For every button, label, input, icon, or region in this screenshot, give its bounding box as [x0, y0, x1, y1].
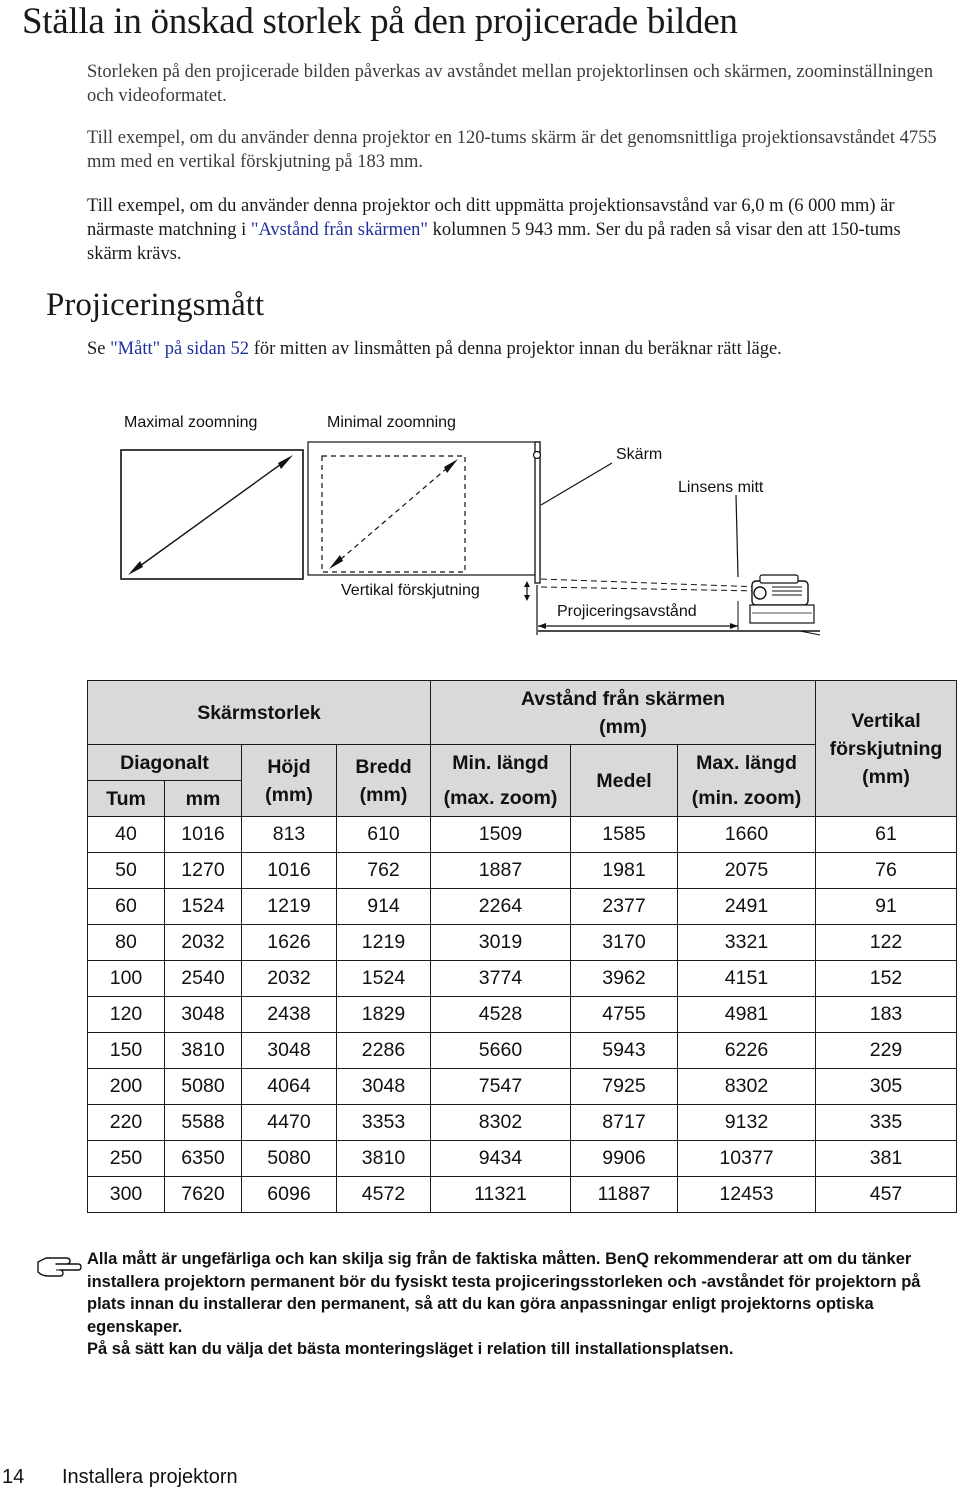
- table-cell: 100: [88, 961, 165, 997]
- dimensions-page-link[interactable]: "Mått" på sidan 52: [110, 339, 250, 359]
- table-cell: 381: [816, 1141, 957, 1177]
- header-line: Bredd: [355, 755, 412, 778]
- table-cell: 4528: [431, 997, 571, 1033]
- chapter-name: Installera projektorn: [62, 1466, 238, 1488]
- table-cell: 1626: [242, 925, 337, 961]
- table-cell: 5943: [571, 1033, 678, 1069]
- table-cell: 813: [242, 817, 337, 853]
- inch-header: Tum: [88, 781, 165, 817]
- table-cell: 1829: [337, 997, 431, 1033]
- table-cell: 9906: [571, 1141, 678, 1177]
- table-row: [88, 817, 957, 853]
- table-cell: 4981: [678, 997, 816, 1033]
- min-zoom-label: Minimal zoomning: [327, 414, 456, 431]
- table-cell: 305: [816, 1069, 957, 1105]
- diagonal-header: Diagonalt: [88, 745, 242, 781]
- table-cell: 3048: [165, 997, 242, 1033]
- table-cell: 1219: [337, 925, 431, 961]
- average-header: Medel: [571, 745, 678, 817]
- min-zoom-screen: [308, 442, 540, 575]
- table-cell: 250: [88, 1141, 165, 1177]
- table-cell: 2264: [431, 889, 571, 925]
- header-line: Vertikal: [851, 709, 921, 732]
- table-cell: 10377: [678, 1141, 816, 1177]
- pointing-hand-icon: [36, 1250, 82, 1280]
- table-cell: 3810: [165, 1033, 242, 1069]
- min-zoom-header: (min. zoom): [678, 781, 816, 817]
- table-cell: 610: [337, 817, 431, 853]
- projection-diagram: [0, 405, 960, 645]
- note-text-2: På så sätt kan du välja det bästa monteringsläget i relation till installationsplatsen.: [87, 1340, 734, 1358]
- table-cell: 60: [88, 889, 165, 925]
- table-cell: 1509: [431, 817, 571, 853]
- table-cell: 5660: [431, 1033, 571, 1069]
- projection-distance-label: Projiceringsavstånd: [557, 603, 697, 620]
- table-cell: 11887: [571, 1177, 678, 1213]
- table-cell: 200: [88, 1069, 165, 1105]
- header-line: (mm): [359, 783, 408, 806]
- screen-size-header: Skärmstorlek: [88, 681, 431, 745]
- max-zoom-header: (max. zoom): [431, 781, 571, 817]
- table-cell: 1016: [165, 817, 242, 853]
- section-heading: Projiceringsmått: [46, 287, 265, 323]
- screen-label: Skärm: [616, 446, 663, 463]
- distance-column-link[interactable]: "Avstånd från skärmen": [250, 220, 428, 240]
- paragraph-text: Till exempel, om du använder denna projektor och ditt uppmätta projektionsavstånd var 6,0 m (6 000 mm) är närmaste matchning i: [87, 196, 895, 240]
- distance-header: [431, 681, 816, 745]
- table-cell: 40: [88, 817, 165, 853]
- page-number: 14: [2, 1466, 25, 1488]
- table-cell: 80: [88, 925, 165, 961]
- header-line: (mm): [862, 765, 910, 788]
- section-paragraph: [87, 337, 937, 361]
- note-text: Alla mått är ungefärliga och kan skilja sig från de faktiska måtten. BenQ rekommenderar att om du tänker installera projektorn permanent bör du fysiskt testa projiceringsstorleken och -avståndet för projektorn på plats innan du installerar den permanent, så att du kan göra anpassningar enligt projektorns optiska egenskaper.: [87, 1250, 921, 1336]
- table-cell: 3048: [337, 1069, 431, 1105]
- table-cell: 1585: [571, 817, 678, 853]
- note-box: [87, 1248, 947, 1361]
- intro-paragraph-2: Till exempel, om du använder denna projektor en 120-tums skärm är det genomsnittliga projektionsavståndet 4755 mm med en vertikal förskjutning på 183 mm.: [87, 128, 937, 172]
- table-cell: 1981: [571, 853, 678, 889]
- table-cell: 4064: [242, 1069, 337, 1105]
- table-cell: 6096: [242, 1177, 337, 1213]
- table-cell: 9434: [431, 1141, 571, 1177]
- table-row: [88, 1141, 957, 1177]
- table-row: [88, 961, 957, 997]
- vertical-offset-label: Vertikal förskjutning: [341, 582, 480, 599]
- table-cell: 6350: [165, 1141, 242, 1177]
- table-cell: 7925: [571, 1069, 678, 1105]
- table-row: [88, 1105, 957, 1141]
- table-cell: 220: [88, 1105, 165, 1141]
- page-footer: [0, 1466, 238, 1489]
- header-line: Avstånd från skärmen: [520, 687, 726, 710]
- table-cell: 11321: [431, 1177, 571, 1213]
- table-cell: 3321: [678, 925, 816, 961]
- table-body: [88, 817, 957, 1213]
- screen-side-view: [524, 442, 541, 635]
- table-cell: 8302: [431, 1105, 571, 1141]
- table-cell: 2075: [678, 853, 816, 889]
- table-cell: 50: [88, 853, 165, 889]
- table-cell: 4572: [337, 1177, 431, 1213]
- table-cell: 183: [816, 997, 957, 1033]
- lens-center-label: Linsens mitt: [678, 479, 764, 496]
- paragraph-text: Se: [87, 339, 111, 359]
- table-cell: 335: [816, 1105, 957, 1141]
- table-cell: 1524: [337, 961, 431, 997]
- table-cell: 120: [88, 997, 165, 1033]
- mm-header: mm: [165, 781, 242, 817]
- table-cell: 2286: [337, 1033, 431, 1069]
- table-cell: 762: [337, 853, 431, 889]
- table-cell: 5080: [165, 1069, 242, 1105]
- table-cell: 914: [337, 889, 431, 925]
- table-cell: 5080: [242, 1141, 337, 1177]
- table-row: [88, 1069, 957, 1105]
- table-cell: 8302: [678, 1069, 816, 1105]
- table-cell: 229: [816, 1033, 957, 1069]
- table-cell: 4755: [571, 997, 678, 1033]
- table-cell: 457: [816, 1177, 957, 1213]
- table-row: [88, 997, 957, 1033]
- height-header: [242, 745, 337, 817]
- table-cell: 3962: [571, 961, 678, 997]
- intro-paragraph-3: [87, 194, 937, 266]
- table-row: [88, 889, 957, 925]
- table-cell: 7547: [431, 1069, 571, 1105]
- header-line: (mm): [265, 783, 313, 806]
- vertical-offset-header: [816, 681, 957, 817]
- header-line: (mm): [599, 715, 647, 738]
- table-cell: 1524: [165, 889, 242, 925]
- table-cell: 8717: [571, 1105, 678, 1141]
- intro-paragraph-1: Storleken på den projicerade bilden påverkas av avståndet mellan projektorlinsen och skärmen, zoominställningen och videoformatet.: [87, 62, 934, 106]
- max-zoom-label: Maximal zoomning: [124, 414, 258, 431]
- table-cell: 3170: [571, 925, 678, 961]
- table-row: [88, 853, 957, 889]
- table-cell: 5588: [165, 1105, 242, 1141]
- table-row: [88, 1177, 957, 1213]
- table-cell: 2377: [571, 889, 678, 925]
- table-cell: 1270: [165, 853, 242, 889]
- table-cell: 150: [88, 1033, 165, 1069]
- header-line: förskjutning: [829, 737, 943, 760]
- width-header: [337, 745, 431, 817]
- table-cell: 76: [816, 853, 957, 889]
- table-cell: 61: [816, 817, 957, 853]
- table-cell: 3774: [431, 961, 571, 997]
- table-cell: 3353: [337, 1105, 431, 1141]
- table-cell: 4470: [242, 1105, 337, 1141]
- table-cell: 2540: [165, 961, 242, 997]
- paragraph-text: för mitten av linsmåtten på denna projektor innan du beräknar rätt läge.: [249, 339, 782, 359]
- table-cell: 7620: [165, 1177, 242, 1213]
- header-line: Höjd: [267, 755, 311, 778]
- page-title: Ställa in önskad storlek på den projicerade bilden: [22, 1, 738, 42]
- table-cell: 152: [816, 961, 957, 997]
- table-cell: 3048: [242, 1033, 337, 1069]
- projector-icon: [750, 575, 814, 623]
- max-length-header: Max. längd: [678, 745, 816, 781]
- table-cell: 12453: [678, 1177, 816, 1213]
- table-cell: 4151: [678, 961, 816, 997]
- paragraph-text: kolumnen 5 943 mm. Ser du på raden så visar den att 150-tums skärm krävs.: [87, 220, 901, 264]
- table-cell: 91: [816, 889, 957, 925]
- table-cell: 2032: [242, 961, 337, 997]
- table-cell: 1887: [431, 853, 571, 889]
- max-zoom-screen: [121, 450, 303, 579]
- projection-distance-table: [87, 680, 957, 1213]
- table-cell: 300: [88, 1177, 165, 1213]
- table-cell: 2438: [242, 997, 337, 1033]
- min-length-header: Min. längd: [431, 745, 571, 781]
- table-cell: 6226: [678, 1033, 816, 1069]
- table-row: [88, 1033, 957, 1069]
- projection-rays: [541, 579, 760, 591]
- table-cell: 2491: [678, 889, 816, 925]
- table-cell: 122: [816, 925, 957, 961]
- table-cell: 1660: [678, 817, 816, 853]
- table-cell: 1219: [242, 889, 337, 925]
- table-cell: 3810: [337, 1141, 431, 1177]
- table-cell: 3019: [431, 925, 571, 961]
- table-row: [88, 925, 957, 961]
- table-cell: 2032: [165, 925, 242, 961]
- table-cell: 9132: [678, 1105, 816, 1141]
- table-cell: 1016: [242, 853, 337, 889]
